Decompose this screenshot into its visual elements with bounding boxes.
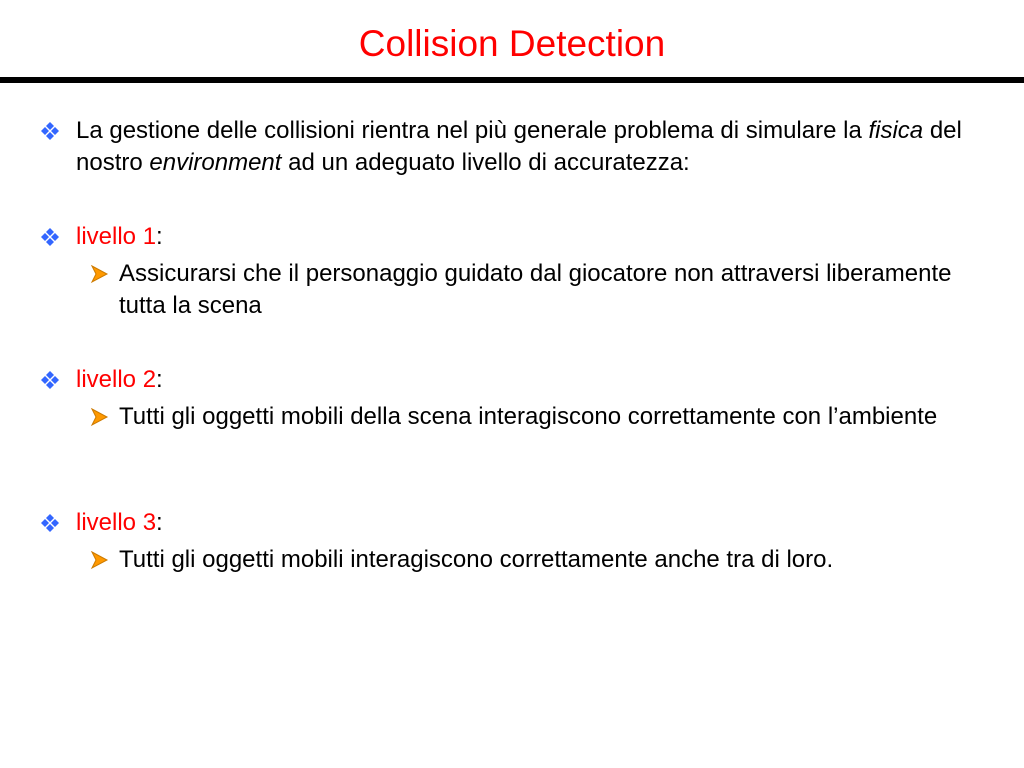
four-diamond-bullet-icon xyxy=(36,115,64,147)
level-3-label: livello 3 xyxy=(76,509,157,536)
four-diamond-bullet-icon xyxy=(36,364,64,396)
level-1-detail xyxy=(119,258,999,322)
level-1-detail-text: Assicurarsi che il personaggio guidato dal giocatore non attraversi liberamente tutta la scena xyxy=(119,260,952,319)
level-2-label: livello 2 xyxy=(76,366,157,393)
intro-text: La gestione delle collisioni rientra nel più generale problema di simulare la fisica del nostro environment ad un adeguato livello di accuratezza: xyxy=(76,117,962,176)
level-1-colon: : xyxy=(156,223,163,250)
four-diamond-bullet-icon xyxy=(36,221,64,253)
arrowhead-bullet-icon xyxy=(85,544,113,576)
level-3-detail xyxy=(119,544,999,576)
level-1-bullet xyxy=(76,221,996,253)
level-3-bullet xyxy=(76,507,996,539)
intro-bullet xyxy=(76,115,996,179)
level-2-bullet xyxy=(76,364,996,396)
title-rule xyxy=(0,77,1024,83)
slide-title: Collision Detection xyxy=(358,23,666,64)
intro-emphasis-fisica: fisica xyxy=(868,117,924,144)
intro-emphasis-environment: environment xyxy=(149,149,282,176)
level-1-label: livello 1 xyxy=(76,223,157,250)
arrowhead-bullet-icon xyxy=(85,401,113,433)
level-3-detail-text: Tutti gli oggetti mobili interagiscono correttamente anche tra di loro. xyxy=(119,546,834,573)
level-2-colon: : xyxy=(156,366,163,393)
four-diamond-bullet-icon xyxy=(36,507,64,539)
level-2-detail xyxy=(119,401,999,433)
arrowhead-bullet-icon xyxy=(85,258,113,290)
level-2-detail-text: Tutti gli oggetti mobili della scena interagiscono correttamente con l’ambiente xyxy=(119,403,938,430)
level-3-colon: : xyxy=(156,509,163,536)
